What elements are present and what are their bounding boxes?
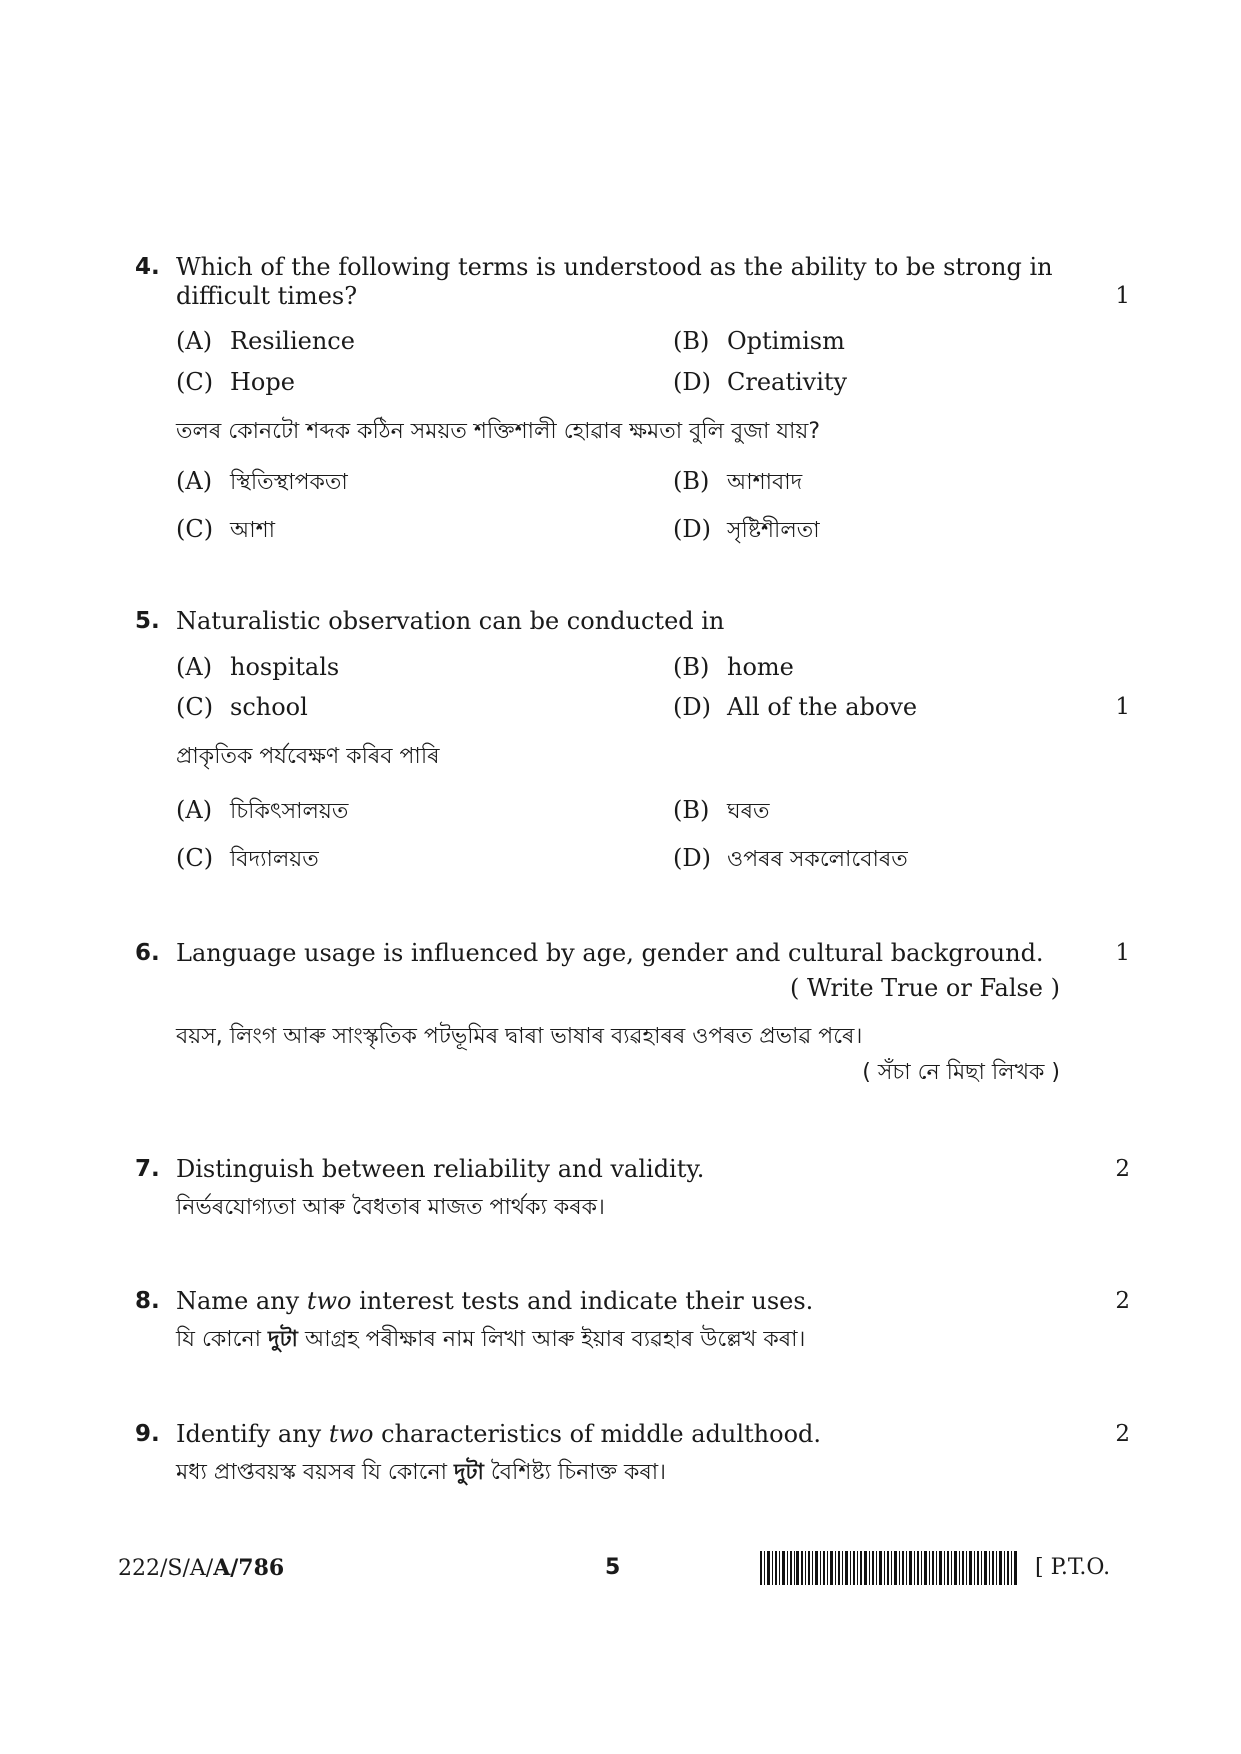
option-text: home — [727, 653, 794, 681]
question-number: 6. — [135, 940, 160, 966]
assamese-question-text: নিৰ্ভৰযোগ্যতা আৰু বৈধতাৰ মাজত পাৰ্থক্য কৰক। — [176, 1195, 605, 1220]
text-segment: interest tests and indicate their uses. — [351, 1287, 814, 1315]
option-label: (D) — [673, 844, 711, 872]
option-text: সৃষ্টিশীলতা — [727, 518, 820, 543]
assamese-option-c — [176, 514, 275, 546]
option-text: আশাবাদ — [727, 470, 803, 495]
assamese-question-text — [176, 1458, 666, 1488]
option-text: hospitals — [230, 653, 340, 681]
assamese-option-b — [673, 795, 769, 827]
assamese-question-text: প্ৰাকৃতিক পৰ্যবেক্ষণ কৰিব পাৰি — [176, 744, 440, 769]
assamese-instruction: ( সঁচা নে মিছা লিখক ) — [862, 1060, 1060, 1085]
option-text: Resilience — [230, 327, 355, 355]
paper-code-prefix: 222/S/A/ — [118, 1556, 214, 1581]
paper-code — [118, 1553, 284, 1584]
text-segment: মধ্য প্ৰাপ্তবয়স্ক বয়সৰ যি কোনো — [176, 1460, 454, 1485]
option-label: (B) — [673, 796, 710, 824]
marks: 2 — [1115, 1421, 1130, 1447]
option-a — [176, 652, 339, 682]
text-segment: যি কোনো — [176, 1327, 269, 1352]
marks: 2 — [1115, 1156, 1130, 1182]
option-label: (A) — [176, 327, 213, 355]
question-text — [176, 1419, 821, 1449]
question-number: 9. — [135, 1421, 160, 1447]
question-text — [176, 1286, 813, 1316]
marks: 2 — [1115, 1288, 1130, 1314]
option-label: (D) — [673, 693, 711, 721]
page-number: 5 — [605, 1555, 621, 1580]
option-label: (B) — [673, 327, 710, 355]
assamese-question-text: তলৰ কোনটো শব্দক কঠিন সময়ত শক্তিশালী হোৱাৰ ক্ষমতা বুলি বুজা যায়? — [176, 419, 821, 444]
option-text: আশা — [230, 518, 276, 543]
question-number: 5. — [135, 608, 160, 634]
assamese-option-d — [673, 514, 820, 546]
option-d — [673, 367, 847, 397]
option-label: (A) — [176, 467, 213, 495]
question-text-line2: difficult times? — [176, 282, 358, 310]
text-segment: Identify any — [176, 1420, 329, 1448]
option-text: school — [230, 693, 308, 721]
question-text: Naturalistic observation can be conducted in — [176, 607, 725, 635]
option-label: (C) — [176, 368, 214, 396]
assamese-question-text — [176, 1325, 805, 1355]
pto-label: [ P.T.O. — [1035, 1555, 1111, 1580]
option-text: চিকিৎসালয়ত — [230, 799, 349, 824]
marks: 1 — [1115, 283, 1130, 309]
option-label: (D) — [673, 368, 711, 396]
option-label: (A) — [176, 653, 213, 681]
question-text: Language usage is influenced by age, gender and cultural background. — [176, 939, 1044, 967]
text-segment: বৈশিষ্ট্য চিনাক্ত কৰা। — [483, 1460, 666, 1485]
assamese-option-a — [176, 466, 348, 498]
assamese-question-text: বয়স, লিংগ আৰু সাংস্কৃতিক পটভূমিৰ দ্বাৰা ভাষাৰ ব্যৱহাৰৰ ওপৰত প্ৰভাৱ পৰে। — [176, 1024, 863, 1049]
text-segment: আগ্ৰহ পৰীক্ষাৰ নাম লিখা আৰু ইয়াৰ ব্যৱহাৰ উল্লেখ কৰা। — [297, 1327, 806, 1352]
assamese-option-c — [176, 843, 319, 875]
paper-code-bold: A/786 — [213, 1555, 285, 1581]
text-segment: characteristics of middle adulthood. — [373, 1420, 822, 1448]
question-number: 8. — [135, 1288, 160, 1314]
option-text: ঘৰত — [727, 799, 770, 824]
option-label: (B) — [673, 467, 710, 495]
assamese-option-d — [673, 843, 908, 875]
option-label: (C) — [176, 515, 214, 543]
question-text-line1: Which of the following terms is understood as the ability to be strong in — [176, 253, 1053, 281]
assamese-option-a — [176, 795, 348, 827]
option-text: Creativity — [727, 368, 848, 396]
option-c — [176, 692, 308, 722]
bold-word: দুটা — [268, 1327, 298, 1352]
option-text: Optimism — [727, 327, 845, 355]
option-label: (D) — [673, 515, 711, 543]
marks: 1 — [1115, 940, 1130, 966]
option-text: স্থিতিস্থাপকতা — [230, 470, 348, 495]
bold-word: দুটা — [453, 1460, 484, 1485]
option-b — [673, 326, 845, 356]
option-text: ওপৰৰ সকলোবোৰত — [727, 847, 908, 872]
option-label: (A) — [176, 796, 213, 824]
text-segment: Name any — [176, 1287, 307, 1315]
marks: 1 — [1115, 694, 1130, 720]
option-label: (C) — [176, 844, 214, 872]
emphasis-word: two — [306, 1287, 352, 1315]
question-instruction: ( Write True or False ) — [789, 974, 1060, 1002]
question-text: Distinguish between reliability and validity. — [176, 1155, 705, 1183]
question-number: 4. — [135, 254, 160, 280]
barcode-icon — [760, 1551, 1018, 1585]
option-a — [176, 326, 355, 356]
option-text: All of the above — [727, 693, 918, 721]
option-text: বিদ্যালয়ত — [230, 847, 319, 872]
option-b — [673, 652, 794, 682]
option-label: (B) — [673, 653, 710, 681]
emphasis-word: two — [328, 1420, 374, 1448]
option-label: (C) — [176, 693, 214, 721]
option-d — [673, 692, 917, 722]
option-c — [176, 367, 295, 397]
question-number: 7. — [135, 1156, 160, 1182]
option-text: Hope — [230, 368, 295, 396]
assamese-option-b — [673, 466, 802, 498]
